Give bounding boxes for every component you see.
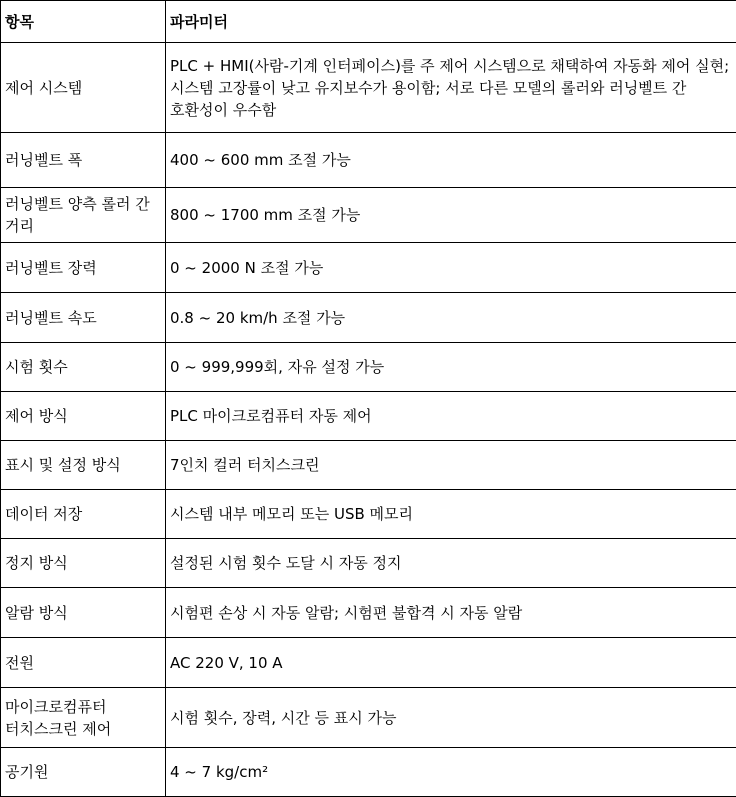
table-row: [1, 539, 736, 588]
row-item: 마이크로컴퓨터 터치스크린 제어: [1, 688, 166, 748]
row-item: 러닝벨트 폭: [1, 133, 166, 188]
table-row: [1, 490, 736, 539]
row-item: 제어 방식: [1, 392, 166, 441]
row-value: 4 ~ 7 kg/cm²: [166, 748, 736, 797]
row-value: 0 ~ 2000 N 조절 가능: [166, 243, 736, 293]
row-value: 설정된 시험 횟수 도달 시 자동 정지: [166, 539, 736, 588]
table-row: [1, 588, 736, 638]
row-item: 시험 횟수: [1, 343, 166, 392]
row-value: AC 220 V, 10 A: [166, 638, 736, 688]
header-parameter: 파라미터: [166, 1, 736, 43]
row-value: 400 ~ 600 mm 조절 가능: [166, 133, 736, 188]
row-item: 알람 방식: [1, 588, 166, 638]
row-value: 시스템 내부 메모리 또는 USB 메모리: [166, 490, 736, 539]
row-item: 전원: [1, 638, 166, 688]
table-row: [1, 688, 736, 748]
table-row: [1, 638, 736, 688]
row-item: 러닝벨트 장력: [1, 243, 166, 293]
row-value: PLC 마이크로컴퓨터 자동 제어: [166, 392, 736, 441]
table-row: [1, 293, 736, 343]
row-value: 시험편 손상 시 자동 알람; 시험편 불합격 시 자동 알람: [166, 588, 736, 638]
row-value: 800 ~ 1700 mm 조절 가능: [166, 188, 736, 243]
row-item: 러닝벨트 속도: [1, 293, 166, 343]
row-value: PLC + HMI(사람-기계 인터페이스)를 주 제어 시스템으로 채택하여 자동화 제어 실현; 시스템 고장률이 낮고 유지보수가 용이함; 서로 다른 모델의 롤러와 러닝벨트 간 호환성이 우수함: [166, 43, 736, 133]
row-value: 시험 횟수, 장력, 시간 등 표시 가능: [166, 688, 736, 748]
table-row: [1, 343, 736, 392]
row-item: 제어 시스템: [1, 43, 166, 133]
table-row: [1, 43, 736, 133]
table-row: [1, 243, 736, 293]
table-header-row: [1, 1, 736, 43]
row-item: 데이터 저장: [1, 490, 166, 539]
row-item: 러닝벨트 양측 롤러 간 거리: [1, 188, 166, 243]
table-row: [1, 188, 736, 243]
header-item: 항목: [1, 1, 166, 43]
row-value: 7인치 컬러 터치스크린: [166, 441, 736, 490]
row-item: 공기원: [1, 748, 166, 797]
table-row: [1, 441, 736, 490]
table-row: [1, 748, 736, 797]
table-row: [1, 133, 736, 188]
row-value: 0 ~ 999,999회, 자유 설정 가능: [166, 343, 736, 392]
row-value: 0.8 ~ 20 km/h 조절 가능: [166, 293, 736, 343]
table-row: [1, 392, 736, 441]
row-item: 정지 방식: [1, 539, 166, 588]
row-item: 표시 및 설정 방식: [1, 441, 166, 490]
